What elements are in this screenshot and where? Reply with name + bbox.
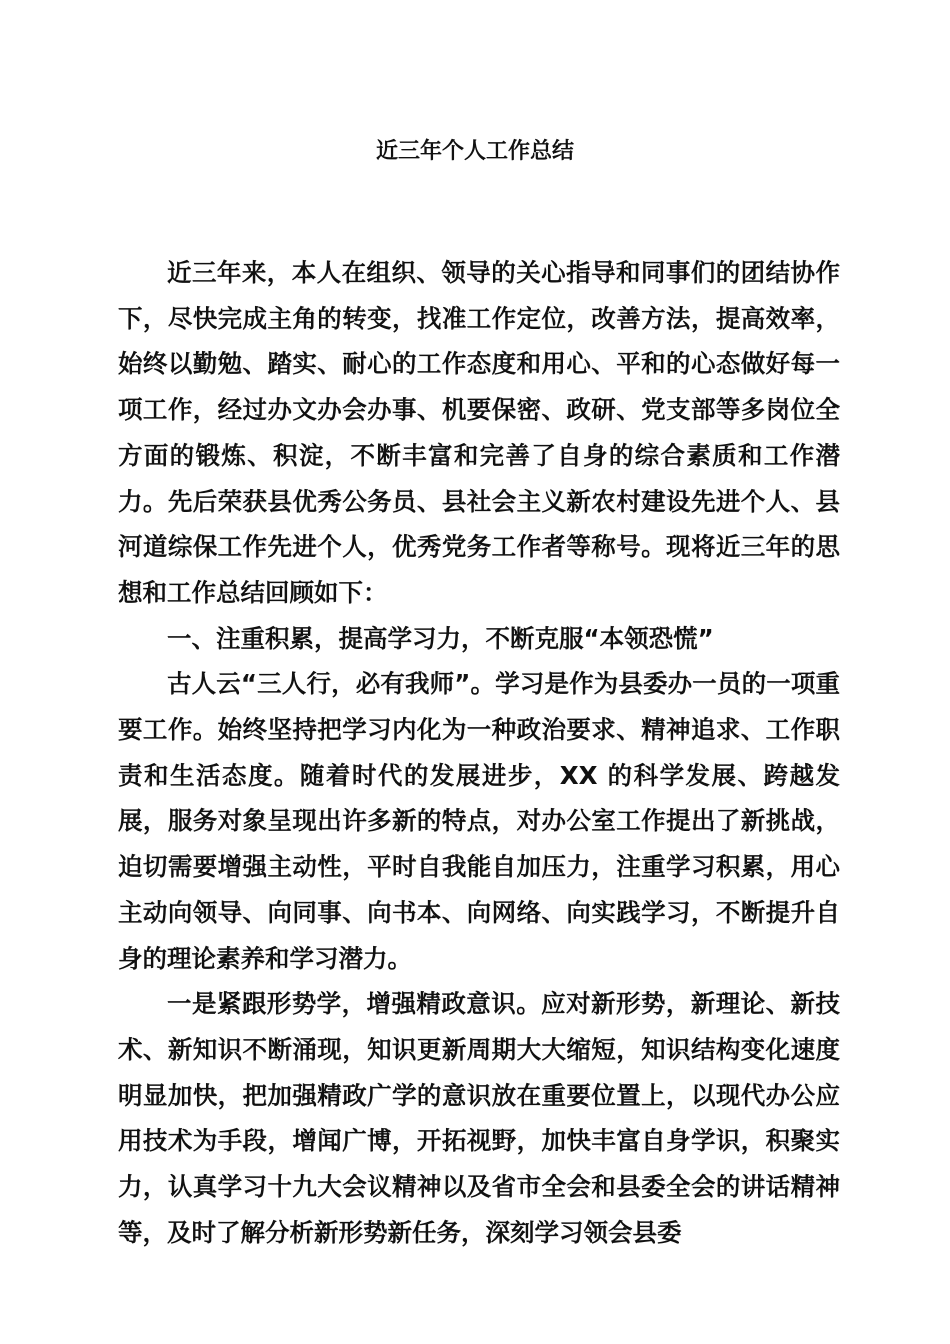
section-heading-1: 一、注重积累，提高学习力，不断克服“本领恐慌” (167, 623, 714, 653)
paragraph-intro: 近三年来，本人在组织、领导的关心指导和同事们的团结协作下，尽快完成主角的转变，找准工作定位，改善方法，提高效率，始终以勤勉、踏实、耐心的工作态度和用心、平和的心态做好每一项工作，经过办文办会办事、机要保密、政研、党支部等多岗位全方面的锻炼、积淀，不断丰富和完善了自身的综合素质和工作潜力。先后荣获县优秀公务员、县社会主义新农村建设先进个人、县河道综保工作先进个人，优秀党务工作者等称号。现将近三年的思想和工作总结回顾如下： (118, 258, 840, 607)
paragraph-learning: 古人云“三人行，必有我师”。学习是作为县委办一员的一项重要工作。始终坚持把学习内化为一种政治要求、精神追求、工作职责和生活态度。随着时代的发展进步，XX 的科学发展、跨越发展，服务对象呈现出许多新的特点，对办公室工作提出了新挑战，迫切需要增强主动性，平时自我能自加压力，注重学习积累，用心主动向领导、向同事、向书本、向网络、向实践学习，不断提升自身的理论素养和学习潜力。 (118, 669, 840, 973)
document-body (118, 250, 840, 1255)
document-title: 近三年个人工作总结 (375, 139, 574, 164)
paragraph-point-1: 一是紧跟形势学，增强精政意识。应对新形势，新理论、新技术、新知识不断涌现，知识更新周期大大缩短，知识结构变化速度明显加快，把加强精政广学的意识放在重要位置上，以现代办公应用技术为手段，增闻广博，开拓视野，加快丰富自身学识，积聚实力，认真学习十九大会议精神以及省市全会和县委全会的讲话精神等，及时了解分析新形势新任务，深刻学习领会县委 (118, 989, 840, 1247)
